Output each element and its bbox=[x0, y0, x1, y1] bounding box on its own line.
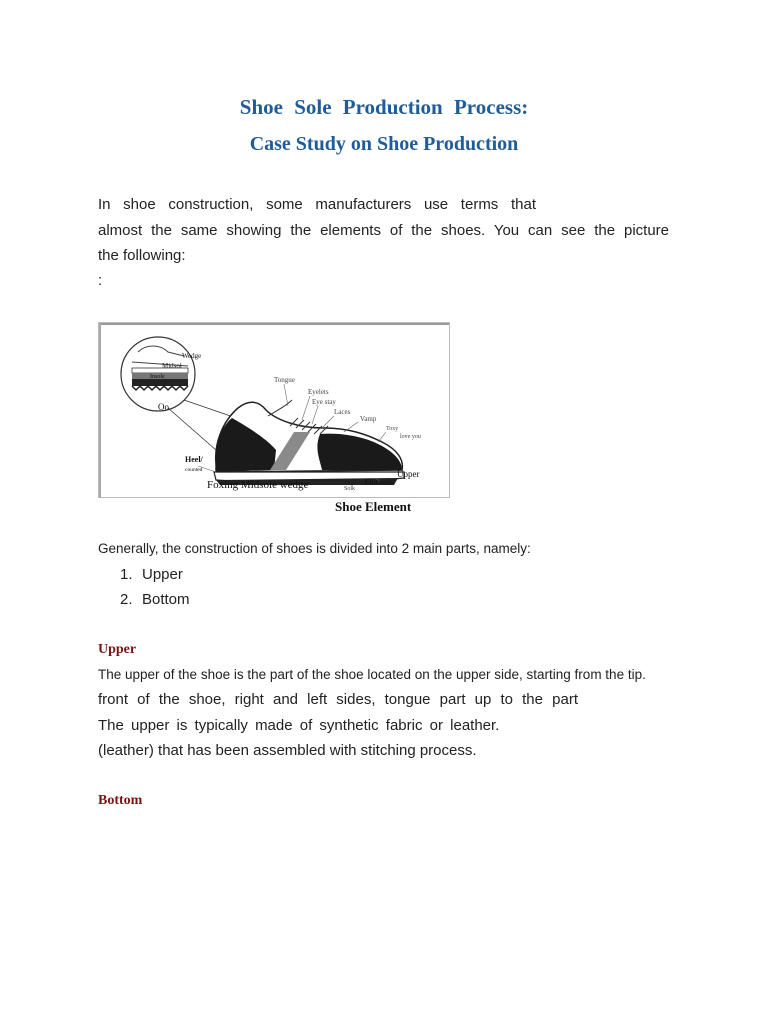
label-laces: Laces bbox=[334, 408, 351, 416]
label-toxy: Toxy bbox=[386, 426, 399, 432]
label-midsol: Midsol bbox=[162, 362, 182, 370]
label-upper: Upper bbox=[397, 469, 420, 479]
upper-paragraph-line-3: The upper is typically made of synthetic fabric or leather. bbox=[98, 717, 500, 734]
label-heel: Heel/ bbox=[185, 455, 203, 464]
list-label: Upper bbox=[142, 566, 183, 583]
list-number: 1. bbox=[120, 566, 133, 583]
intro-line-1: In shoe construction, some manufacturers use terms that bbox=[98, 196, 536, 213]
label-solk: Solk bbox=[344, 486, 356, 492]
list-item-bottom bbox=[120, 591, 190, 608]
list-item-upper bbox=[120, 566, 183, 583]
figure-caption: Shoe Element bbox=[335, 499, 412, 514]
intro-line-3: the following: bbox=[98, 247, 186, 264]
label-eyelets: Eyelets bbox=[308, 388, 329, 396]
label-foxing-midsole-wedge: Foxing Midsole wedge bbox=[207, 479, 309, 491]
list-number: 2. bbox=[120, 591, 133, 608]
label-counter: counted bbox=[185, 467, 203, 473]
shoe-element-figure bbox=[98, 322, 450, 500]
upper-paragraph-line-4: (leather) that has been assembled with stitching process. bbox=[98, 742, 477, 759]
upper-paragraph-line-1: The upper of the shoe is the part of the shoe located on the upper side, starting from the tip. bbox=[98, 667, 646, 682]
document-subtitle: Case Study on Shoe Production bbox=[249, 133, 519, 155]
upper-paragraph-line-2: front of the shoe, right and left sides, tongue part up to the part bbox=[98, 691, 578, 708]
label-wedge: Wedge bbox=[182, 352, 202, 360]
label-love-you: love you bbox=[400, 434, 421, 440]
label-tongue: Tongue bbox=[274, 376, 295, 384]
intro-line-2: almost the same showing the elements of the shoes. You can see the picture bbox=[98, 222, 669, 239]
section-heading-bottom: Bottom bbox=[98, 793, 143, 808]
parts-intro: Generally, the construction of shoes is divided into 2 main parts, namely: bbox=[98, 541, 531, 556]
label-oo: Oo bbox=[158, 402, 169, 412]
list-label: Bottom bbox=[142, 591, 190, 608]
label-eye-stay: Eye stay bbox=[312, 398, 336, 406]
intro-line-4: : bbox=[98, 272, 103, 289]
document-title: Shoe Sole Production Process: bbox=[239, 95, 529, 119]
label-insole: Insole bbox=[150, 374, 165, 380]
label-vamp: Vamp bbox=[360, 415, 377, 423]
label-outsole: Outsole bbox=[365, 477, 393, 487]
zoom-outsole bbox=[132, 379, 188, 386]
section-heading-upper: Upper bbox=[98, 642, 137, 657]
shoe-diagram bbox=[98, 322, 450, 500]
